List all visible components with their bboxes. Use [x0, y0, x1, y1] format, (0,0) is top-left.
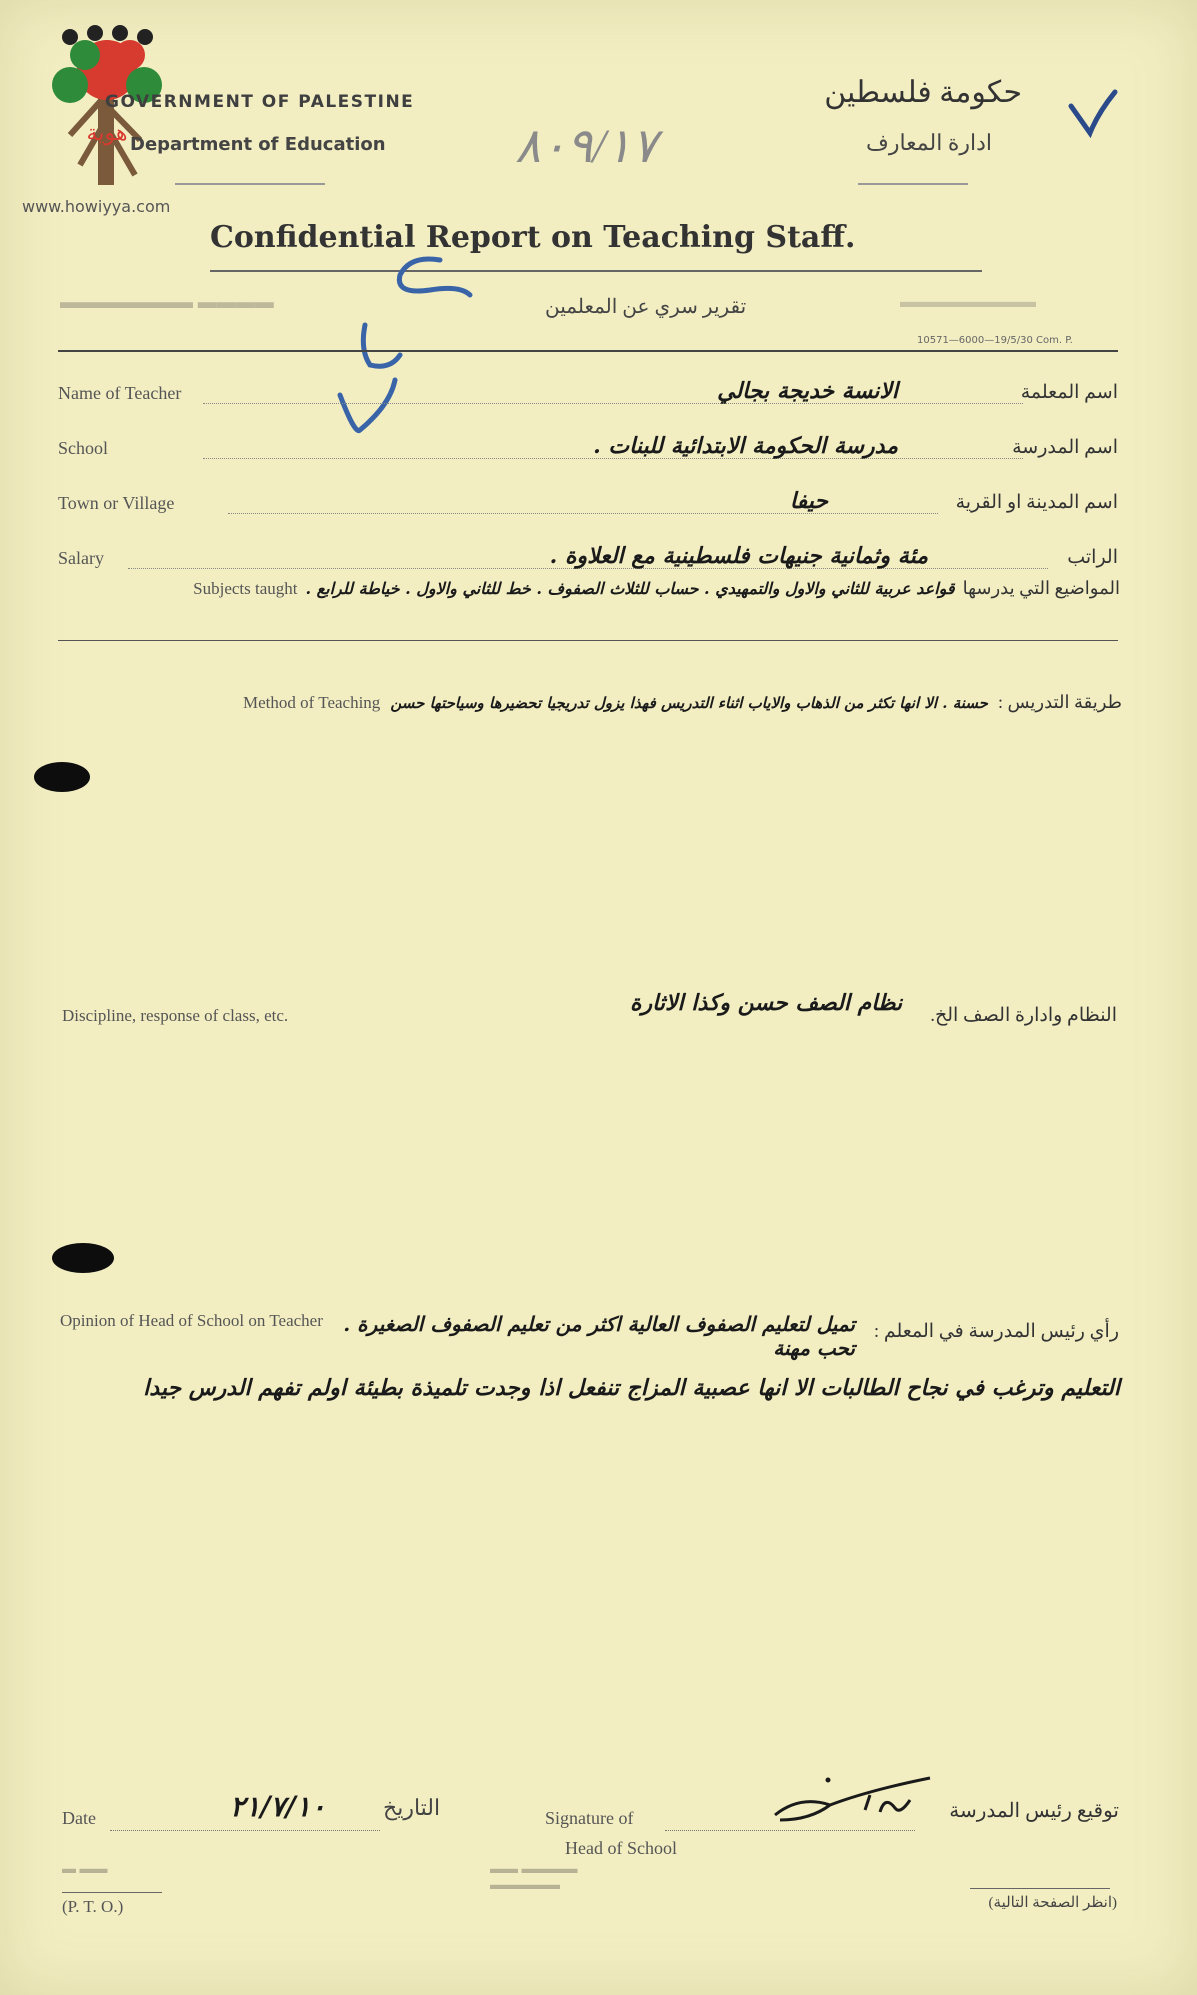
gov-title-ar: حكومة فلسطين — [824, 76, 1022, 109]
dept-title-ar: ادارة المعارف — [866, 130, 992, 155]
date-value: ٢١/٧/١٠ — [230, 1790, 326, 1823]
label-discipline-en: Discipline, response of class, etc. — [62, 1006, 289, 1025]
faint-bleedthrough: ▬ ▬▬ — [62, 1862, 108, 1877]
ink-blot — [34, 762, 90, 792]
row-method — [60, 692, 1122, 713]
form-number: 10571—6000—19/5/30 Com. P. — [917, 335, 1073, 346]
town-value: حيفا — [789, 488, 828, 514]
row-teacher-name — [58, 370, 1118, 410]
label-teacher-ar: اسم المعلمة — [1020, 382, 1118, 403]
header-ornament-right — [858, 183, 968, 185]
label-subjects-en: Subjects taught — [193, 579, 298, 598]
label-subjects-ar: المواضيع التي يدرسها — [962, 578, 1120, 598]
blue-check-mark — [1068, 88, 1118, 138]
opinion-value-line2: التعليم وترغب في نجاح الطالبات الا انها عصبية المزاج تنفعل اذا وجدت تلميذة بطيئة اولم تفهم الدرس جيدا — [143, 1375, 1120, 1401]
label-date-en: Date — [62, 1808, 96, 1828]
faint-bleedthrough-left: ▬▬▬▬▬▬▬ ▬▬▬▬ — [60, 292, 274, 313]
row-salary — [58, 535, 1118, 575]
sig-label-line1: Signature of — [545, 1808, 634, 1828]
watermark-site: www.howiyya.com — [22, 197, 171, 216]
pto-ar: (انظر الصفحة التالية) — [988, 1895, 1117, 1911]
row-school — [58, 425, 1118, 465]
gov-title-en: GOVERNMENT OF PALESTINE — [105, 92, 415, 112]
ink-blot — [52, 1243, 114, 1273]
label-signature-en — [545, 1803, 677, 1863]
dotted-line — [228, 513, 938, 514]
pto-rule — [62, 1892, 162, 1893]
label-salary-en: Salary — [58, 548, 104, 568]
method-value: حسنة . الا انها تكثر من الذهاب والاياب اثناء التدريس فهذا يزول تدريجيا تحضيرها وسياحتها حسن — [390, 694, 988, 712]
sig-label-line2: Head of School — [565, 1838, 677, 1858]
report-title: Confidential Report on Teaching Staff. — [210, 220, 856, 255]
salary-value: مئة وثمانية جنيهات فلسطينية مع العلاوة . — [549, 543, 928, 569]
label-opinion-en: Opinion of Head of School on Teacher — [60, 1311, 323, 1330]
faint-bleedthrough: ▬▬ ▬▬▬▬ ▬▬▬▬▬ — [490, 1862, 578, 1893]
teacher-name-value: الانسة خديجة بجالي — [717, 378, 898, 404]
label-discipline-ar: النظام وادارة الصف الخ. — [930, 1005, 1117, 1026]
label-date-ar: التاريخ — [383, 1795, 441, 1820]
section-rule — [58, 640, 1118, 641]
label-teacher-en: Name of Teacher — [58, 383, 182, 403]
school-value: مدرسة الحكومة الابتدائية للبنات . — [593, 433, 898, 459]
discipline-value: نظام الصف حسن وكذا الاثارة — [630, 990, 903, 1016]
svg-text:هوية: هوية — [86, 121, 128, 146]
label-school-ar: اسم المدرسة — [1012, 437, 1118, 458]
pto-ar-rule — [970, 1888, 1110, 1889]
label-signature-ar: توقيع رئيس المدرسة — [949, 1800, 1119, 1822]
row-town — [58, 480, 1118, 520]
label-town-en: Town or Village — [58, 493, 175, 513]
header-rule — [58, 350, 1118, 352]
head-signature — [770, 1770, 940, 1840]
subtitle-ar: تقرير سري عن المعلمين — [545, 296, 747, 318]
label-method-en: Method of Teaching — [243, 693, 381, 712]
label-town-ar: اسم المدينة او القرية — [955, 492, 1118, 513]
pto-en: (P. T. O.) — [62, 1897, 124, 1916]
dotted-line — [203, 403, 1023, 404]
dept-title-en: Department of Education — [130, 134, 386, 155]
label-salary-ar: الراتب — [1067, 547, 1118, 568]
label-school-en: School — [58, 438, 109, 458]
dotted-line — [110, 1830, 380, 1831]
label-method-ar: طريقة التدريس : — [997, 692, 1122, 712]
file-number: ٨٠٩/١٧ — [515, 120, 658, 173]
subjects-value: قواعد عربية للثاني والاول والتمهيدي . حساب للثلاث الصفوف . خط للثاني والاول . خياطة للرابع . — [305, 579, 955, 598]
label-opinion-ar: رأي رئيس المدرسة في المعلم : — [873, 1321, 1119, 1342]
opinion-value-line1: تميل لتعليم الصفوف العالية اكثر من تعليم الصفوف الصغيرة . تحب مهنة — [343, 1312, 855, 1360]
header-ornament-left — [175, 183, 325, 185]
row-subjects — [55, 578, 1120, 599]
faint-bleedthrough-right: ▬▬▬▬▬▬▬▬ — [900, 292, 1036, 311]
